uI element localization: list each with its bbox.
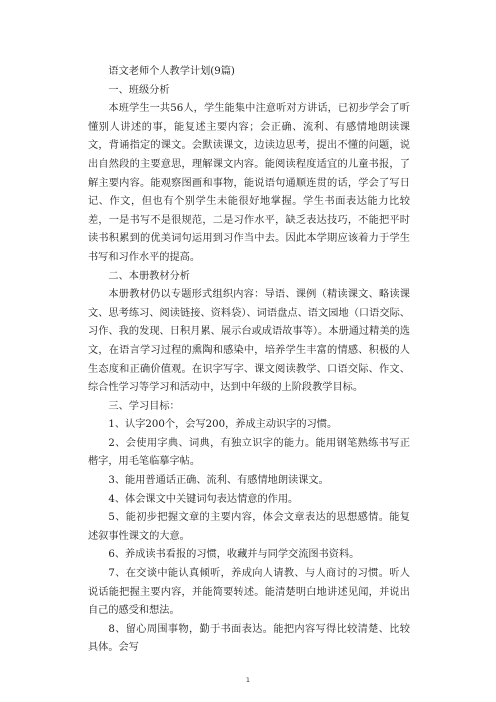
- document-body: [88, 63, 410, 658]
- goal-item: 7、在交谈中能认真倾听，养成向人请教、与人商讨的习惯。听人说话能把握主要内容，并能简要转述。能清楚明白地讲述见闻，并说出自己的感受和想法。: [88, 568, 410, 617]
- section-heading: 三、学习目标：: [108, 400, 180, 412]
- paragraph: 本册教材仍以专题形式组织内容：导语、课例（精读课文、略读课文、思考练习、阅读链接、资料袋）、词语盘点、语文园地（口语交际、习作、我的发现、日积月累、展示台或成语故事等）。本册通过精美的选文，在语言学习过程的熏陶和感染中，培养学生丰富的情感、积极的人生态度和正确价值观。在识字写字、课文阅读教学、口语交际、作文、综合性学习等学习和活动中，达到中年级的上阶段教学目标。: [88, 289, 410, 394]
- section-heading: 一、班级分析: [108, 84, 170, 96]
- paragraph: 本班学生一共56人，学生能集中注意听对方讲话，已初步学会了听懂别人讲述的事，能复述主要内容；会正确、流利、有感情地朗读课文，背诵指定的课文。会默读课文，边读边思考，提出不懂的问题，说出自然段的主要意思，理解课文内容。能阅读程度适宜的儿童书报，了解主要内容。能观察图画和事物，能说语句通顺连贯的话，学会了写日记、作文，但也有个别学生未能很好地掌握。学生书面表达能力比较差，一是书写不是很规范，二是习作水平，缺乏表达技巧，不能把平时读书积累到的优美词句运用到习作当中去。因此本学期应该着力于学生书写和习作水平的提高。: [88, 103, 410, 263]
- goal-item: 5、能初步把握文章的主要内容，体会文章表达的思想感情。能复述叙事性课文的大意。: [88, 512, 410, 542]
- section-heading: 二、本册教材分析: [108, 270, 190, 282]
- page-number: 1: [245, 676, 251, 684]
- document-title: 语文老师个人教学计划(9篇): [108, 66, 235, 77]
- goal-item: 3、能用普通话正确、流利、有感情地朗读课文。: [108, 475, 329, 487]
- goal-item: 4、体会课文中关键词句表达情意的作用。: [108, 493, 299, 505]
- goal-item: 8、留心周围事物，勤于书面表达。能把内容写得比较清楚、比较具体。会写: [88, 623, 410, 654]
- goal-item: 2、会使用字典、词典，有独立识字的能力。能用钢笔熟练书写正楷字，用毛笔临摹字帖。: [88, 437, 410, 468]
- goal-item: 6、养成读书看报的习惯，收藏并与同学交流图书资料。: [108, 549, 360, 561]
- goal-item: 1、认字200个，会写200，养成主动识字的习惯。: [108, 419, 338, 431]
